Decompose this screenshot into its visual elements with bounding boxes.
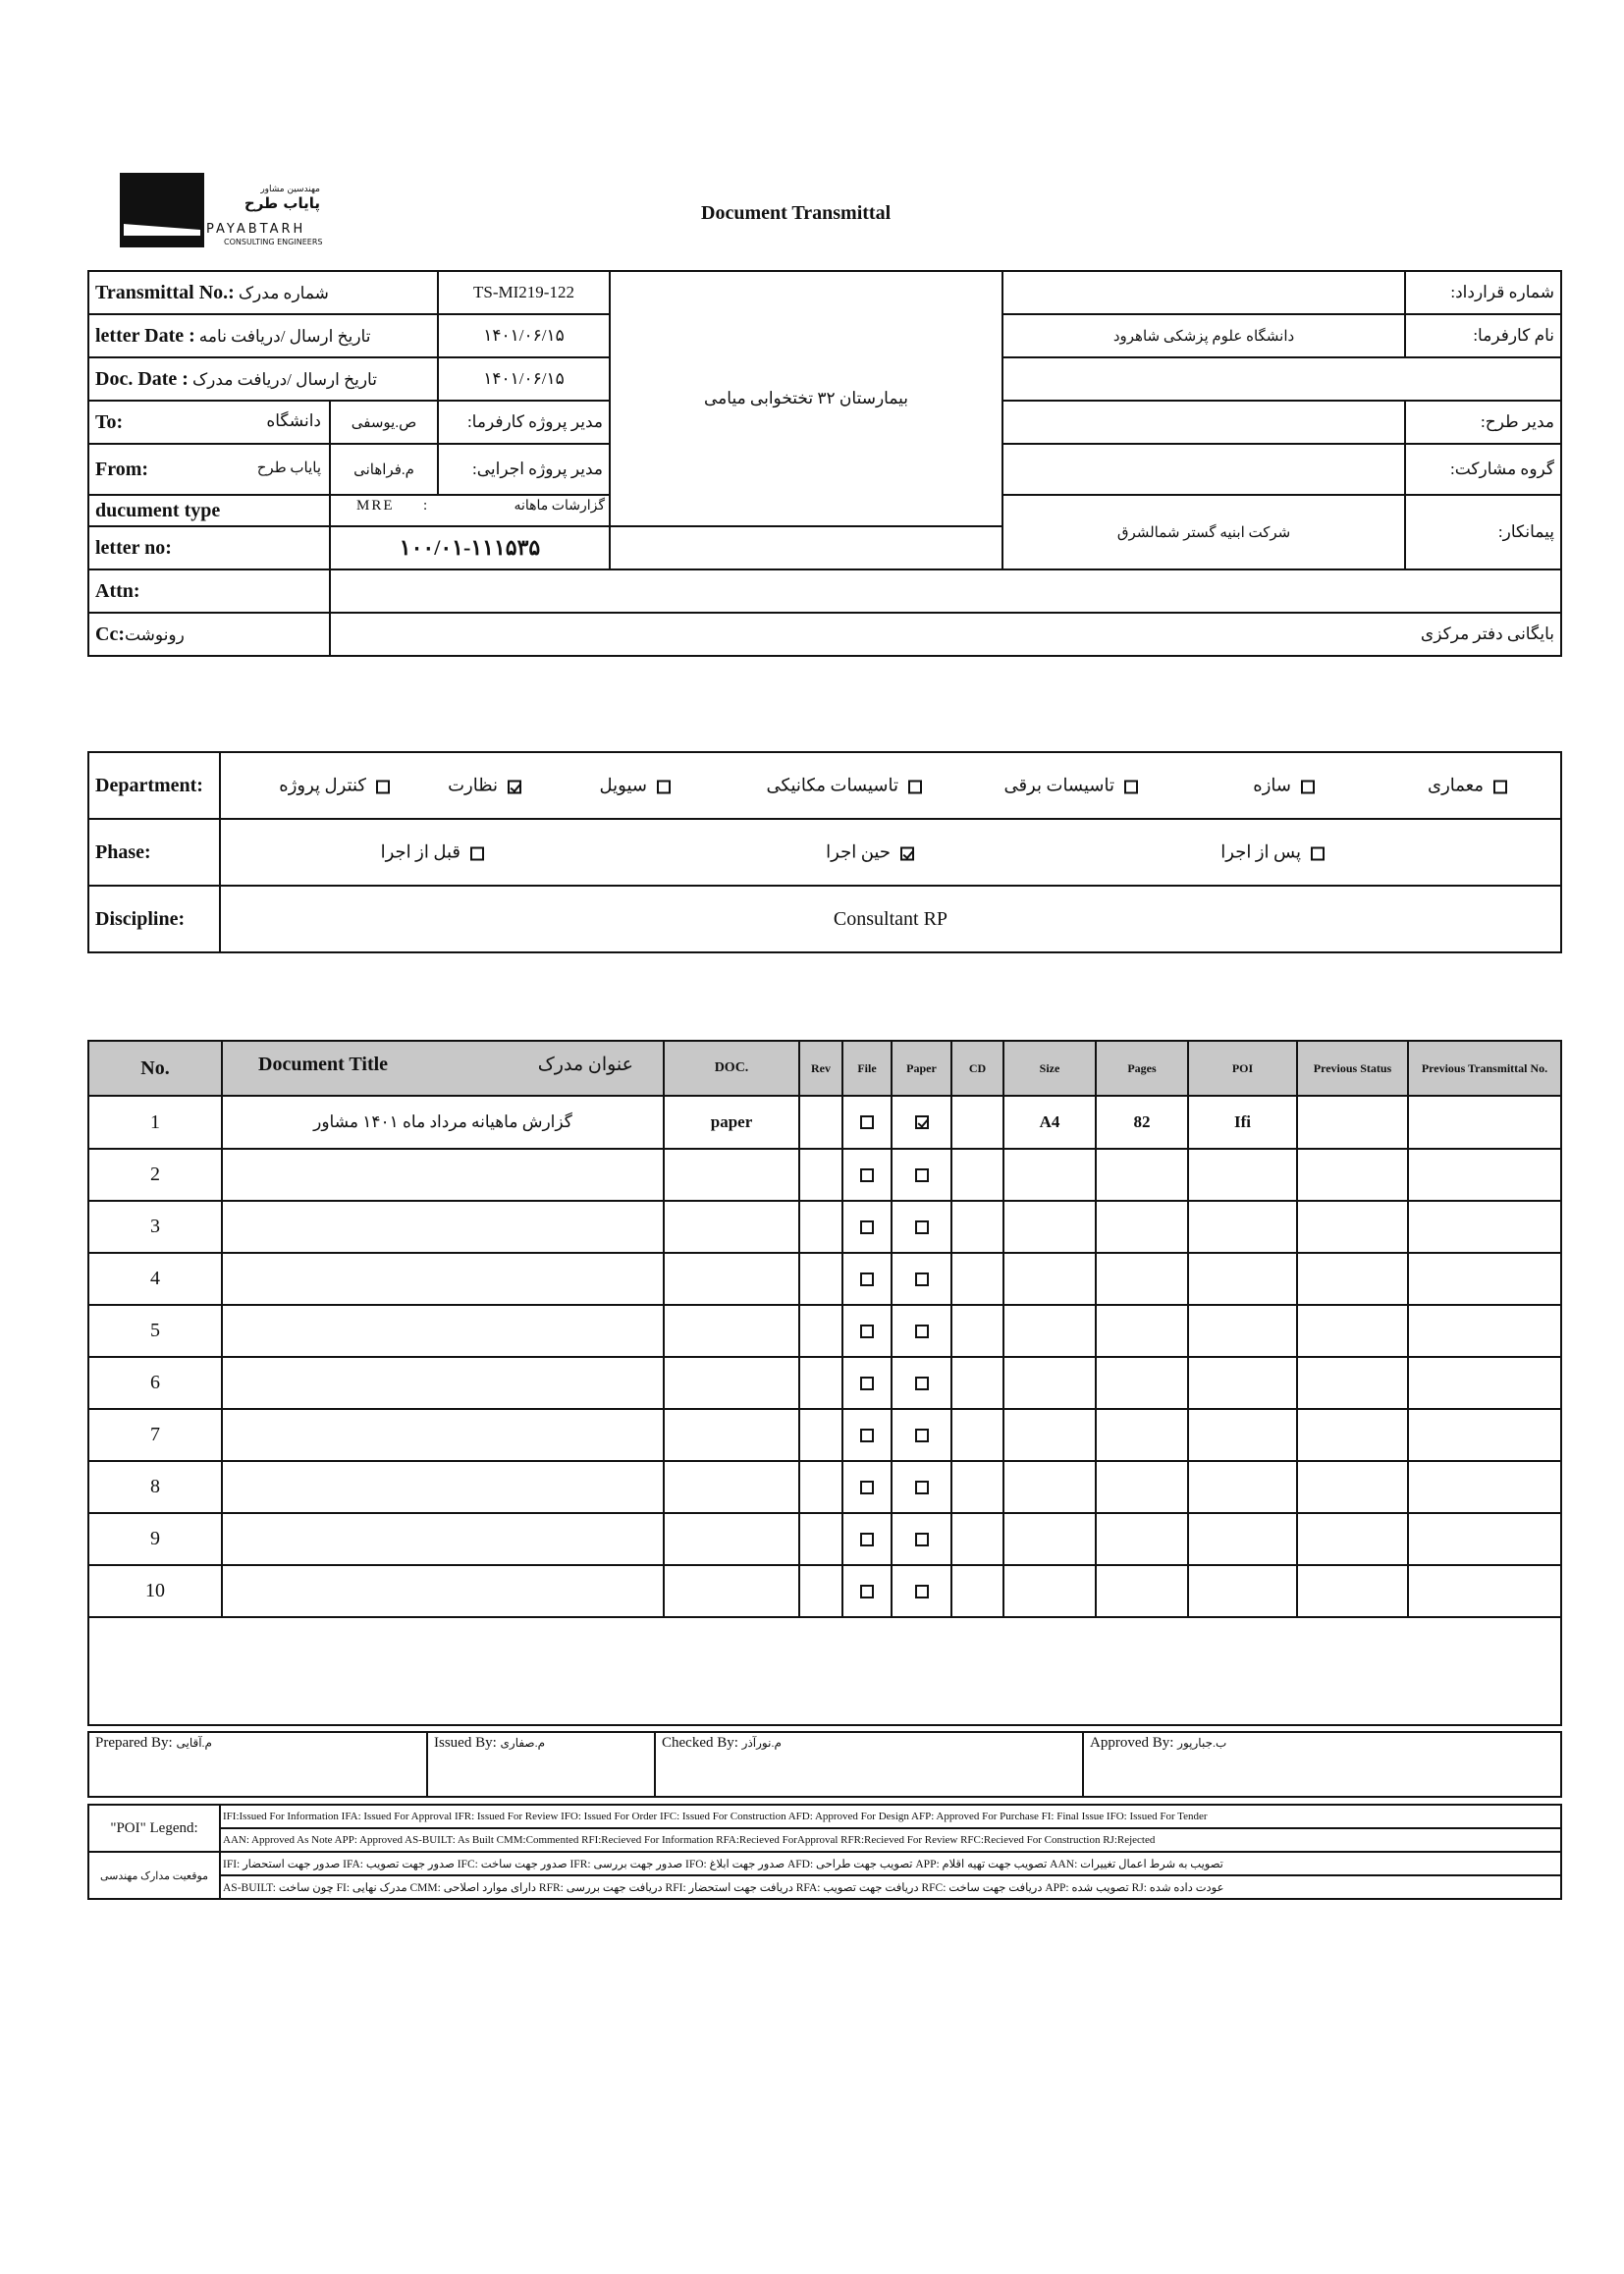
department-option[interactable] bbox=[1428, 776, 1507, 796]
row-size[interactable] bbox=[1003, 1409, 1096, 1461]
phase-options bbox=[220, 819, 1561, 886]
row-prev-status[interactable] bbox=[1297, 1565, 1408, 1617]
transmittal-cell bbox=[88, 271, 438, 314]
row-doc[interactable] bbox=[664, 1565, 799, 1617]
to-value[interactable]: دانشگاه bbox=[266, 410, 321, 430]
contract-no-value[interactable] bbox=[1002, 271, 1405, 314]
row-prev-transmittal[interactable] bbox=[1408, 1357, 1561, 1409]
department-option[interactable] bbox=[279, 776, 390, 796]
header-prev-status: Previous Status bbox=[1297, 1041, 1408, 1096]
row-doc[interactable] bbox=[664, 1513, 799, 1565]
row-file-checkbox bbox=[842, 1409, 892, 1461]
document-table bbox=[87, 1040, 1562, 1726]
contractor-label: پیمانکار: bbox=[1405, 495, 1561, 569]
logo bbox=[120, 173, 326, 249]
row-doc[interactable] bbox=[664, 1305, 799, 1357]
row-cd[interactable] bbox=[951, 1461, 1003, 1513]
header-no: No. bbox=[88, 1041, 222, 1096]
header-paper: Paper bbox=[892, 1041, 951, 1096]
doc-date-cell bbox=[88, 357, 438, 401]
row-rev[interactable] bbox=[799, 1461, 842, 1513]
paper-checkbox[interactable] bbox=[915, 1325, 929, 1338]
row-title[interactable]: گزارش ماهیانه مرداد ماه ۱۴۰۱ مشاور bbox=[222, 1096, 664, 1149]
legend-line-3: IFI: صدور جهت استحضار IFA: صدور جهت تصویب IFC: صدور جهت ساخت IFR: صدور جهت بررسی IFO: صدور جهت ابلاغ AFD: تصویب جهت طراحی APP: تصویب جهت تهیه اقلام AAN: تصویب به شرط اعمال تغییرات bbox=[220, 1852, 1561, 1875]
row-doc[interactable] bbox=[664, 1461, 799, 1513]
department-option-label: معماری bbox=[1428, 775, 1484, 795]
from-label: From: bbox=[95, 458, 149, 480]
row-title[interactable] bbox=[222, 1513, 664, 1565]
cc-label: Cc: bbox=[95, 623, 125, 645]
attn-label: Attn: bbox=[95, 579, 140, 602]
row-prev-transmittal[interactable] bbox=[1408, 1096, 1561, 1149]
table-row bbox=[88, 1305, 1561, 1357]
contract-no-label: شماره قرارداد: bbox=[1405, 271, 1561, 314]
row-rev[interactable] bbox=[799, 1357, 842, 1409]
file-checkbox[interactable] bbox=[860, 1429, 874, 1442]
department-checkbox[interactable] bbox=[1493, 780, 1507, 793]
prepared-cell[interactable] bbox=[88, 1732, 427, 1797]
logo-text-en: PAYABTARH bbox=[206, 222, 306, 237]
letterno-label-cell bbox=[88, 526, 330, 569]
phase-checkbox[interactable] bbox=[1311, 846, 1325, 860]
row-cd[interactable] bbox=[951, 1357, 1003, 1409]
letter-date-label: letter Date : bbox=[95, 324, 195, 347]
logo-mark-icon bbox=[120, 173, 204, 247]
row-prev-status[interactable] bbox=[1297, 1461, 1408, 1513]
department-checkbox[interactable] bbox=[508, 780, 521, 793]
header-poi: POI bbox=[1188, 1041, 1297, 1096]
attn-value[interactable] bbox=[330, 569, 1561, 613]
phase-checkbox[interactable] bbox=[470, 846, 484, 860]
paper-checkbox[interactable] bbox=[915, 1481, 929, 1494]
table-row bbox=[88, 1565, 1561, 1617]
department-option[interactable] bbox=[448, 776, 521, 796]
project-spacer bbox=[610, 526, 1002, 569]
row-paper-checkbox bbox=[892, 1565, 951, 1617]
legend-line-2: AAN: Approved As Note APP: Approved AS-BUILT: As Built CMM:Commented RFI:Recieved For Information RFA:Recieved ForApproval RFR:Recieved For Review RFC:Recieved For Construction RJ:Rejected bbox=[220, 1828, 1561, 1852]
row-prev-status[interactable] bbox=[1297, 1357, 1408, 1409]
row-cd[interactable] bbox=[951, 1305, 1003, 1357]
department-option[interactable] bbox=[600, 776, 671, 796]
row-doc[interactable] bbox=[664, 1201, 799, 1253]
row-file-checkbox bbox=[842, 1201, 892, 1253]
doctype-cell bbox=[330, 495, 610, 526]
paper-checkbox[interactable] bbox=[915, 1272, 929, 1286]
department-option[interactable] bbox=[1253, 776, 1315, 796]
row-prev-transmittal[interactable] bbox=[1408, 1513, 1561, 1565]
phase-option[interactable] bbox=[381, 842, 484, 863]
row-prev-status[interactable] bbox=[1297, 1253, 1408, 1305]
row-file-checkbox bbox=[842, 1461, 892, 1513]
department-options bbox=[220, 752, 1561, 819]
row-size[interactable] bbox=[1003, 1565, 1096, 1617]
letter-date-fa: تاریخ ارسال /دریافت نامه bbox=[198, 326, 371, 346]
row-no: 8 bbox=[88, 1461, 222, 1513]
row-title[interactable] bbox=[222, 1201, 664, 1253]
header-cd: CD bbox=[951, 1041, 1003, 1096]
row-no: 6 bbox=[88, 1357, 222, 1409]
row-title[interactable] bbox=[222, 1461, 664, 1513]
row-paper-checkbox bbox=[892, 1149, 951, 1201]
row-title[interactable] bbox=[222, 1305, 664, 1357]
file-checkbox[interactable] bbox=[860, 1377, 874, 1390]
transmittal-label: Transmittal No.: bbox=[95, 281, 235, 303]
approved-value: ب.جبارپور bbox=[1177, 1736, 1227, 1750]
row-paper-checkbox bbox=[892, 1513, 951, 1565]
issued-label: Issued By: bbox=[434, 1735, 497, 1751]
logo-text-fa-small: مهندسین مشاور bbox=[260, 185, 320, 194]
doc-date-fa: تاریخ ارسال /دریافت مدرک bbox=[191, 369, 377, 389]
classification-table bbox=[87, 751, 1562, 953]
from-cell bbox=[88, 444, 330, 495]
row-size[interactable] bbox=[1003, 1253, 1096, 1305]
contractor-value[interactable]: شرکت ابنیه گستر شمالشرق bbox=[1002, 495, 1405, 569]
row-prev-status[interactable] bbox=[1297, 1201, 1408, 1253]
letterno-value[interactable]: ۱۰۰/۰۱-۱۱۱۵۳۵ bbox=[330, 526, 610, 569]
row-poi[interactable] bbox=[1188, 1201, 1297, 1253]
from-role: مدیر پروژه اجرایی: bbox=[438, 444, 610, 495]
paper-checkbox[interactable] bbox=[915, 1533, 929, 1546]
phase-checkbox[interactable] bbox=[900, 846, 914, 860]
row-no: 7 bbox=[88, 1409, 222, 1461]
department-option[interactable] bbox=[767, 776, 922, 796]
row-pages[interactable] bbox=[1096, 1565, 1188, 1617]
row-pages[interactable] bbox=[1096, 1201, 1188, 1253]
header-title-fa: عنوان مدرک bbox=[537, 1055, 633, 1075]
to-cell bbox=[88, 401, 330, 444]
row-doc[interactable]: paper bbox=[664, 1096, 799, 1149]
row-file-checkbox bbox=[842, 1253, 892, 1305]
row-pages[interactable]: 82 bbox=[1096, 1096, 1188, 1149]
doctype-sep: : bbox=[423, 498, 428, 514]
row-prev-status[interactable] bbox=[1297, 1513, 1408, 1565]
table-row bbox=[88, 1149, 1561, 1201]
approved-cell[interactable] bbox=[1083, 1732, 1561, 1797]
row-paper-checkbox bbox=[892, 1357, 951, 1409]
row-no: 10 bbox=[88, 1565, 222, 1617]
row-doc[interactable] bbox=[664, 1149, 799, 1201]
table-row bbox=[88, 1461, 1561, 1513]
phase-option-label: قبل از اجرا bbox=[380, 841, 460, 862]
attn-label-cell bbox=[88, 569, 330, 613]
row-size[interactable] bbox=[1003, 1305, 1096, 1357]
header-title bbox=[222, 1041, 664, 1096]
row-rev[interactable] bbox=[799, 1513, 842, 1565]
table-row bbox=[88, 1201, 1561, 1253]
row-prev-status[interactable] bbox=[1297, 1096, 1408, 1149]
row-size[interactable] bbox=[1003, 1357, 1096, 1409]
phase-label-cell bbox=[88, 819, 220, 886]
doctype-fa: گزارشات ماهانه bbox=[514, 499, 606, 514]
row-pages[interactable] bbox=[1096, 1409, 1188, 1461]
row-size[interactable] bbox=[1003, 1513, 1096, 1565]
row-poi[interactable] bbox=[1188, 1409, 1297, 1461]
issued-value: م.صفاری bbox=[500, 1736, 546, 1750]
row-prev-status[interactable] bbox=[1297, 1409, 1408, 1461]
department-option[interactable] bbox=[1003, 776, 1138, 796]
row-poi[interactable]: Ifi bbox=[1188, 1096, 1297, 1149]
header-pages: Pages bbox=[1096, 1041, 1188, 1096]
row-file-checkbox bbox=[842, 1305, 892, 1357]
paper-checkbox[interactable] bbox=[915, 1429, 929, 1442]
checked-label: Checked By: bbox=[662, 1735, 738, 1751]
client-label: نام کارفرما: bbox=[1405, 314, 1561, 357]
row-no: 5 bbox=[88, 1305, 222, 1357]
row-no: 9 bbox=[88, 1513, 222, 1565]
row-file-checkbox bbox=[842, 1357, 892, 1409]
doc-date-label: Doc. Date : bbox=[95, 367, 189, 390]
row-cd[interactable] bbox=[951, 1201, 1003, 1253]
row-poi[interactable] bbox=[1188, 1253, 1297, 1305]
prepared-label: Prepared By: bbox=[95, 1735, 173, 1751]
table-row bbox=[88, 1357, 1561, 1409]
file-checkbox[interactable] bbox=[860, 1115, 874, 1129]
row-size[interactable] bbox=[1003, 1461, 1096, 1513]
header-file: File bbox=[842, 1041, 892, 1096]
row-prev-transmittal[interactable] bbox=[1408, 1149, 1561, 1201]
row-title[interactable] bbox=[222, 1357, 664, 1409]
row-prev-status[interactable] bbox=[1297, 1149, 1408, 1201]
row-paper-checkbox bbox=[892, 1305, 951, 1357]
header-doc: DOC. bbox=[664, 1041, 799, 1096]
row-rev[interactable] bbox=[799, 1409, 842, 1461]
prepared-value: م.آقایی bbox=[176, 1736, 212, 1750]
from-name[interactable]: م.فراهانی bbox=[330, 444, 438, 495]
notes-area[interactable] bbox=[88, 1617, 1561, 1725]
file-checkbox[interactable] bbox=[860, 1585, 874, 1598]
letterno-label: letter no: bbox=[95, 536, 172, 559]
row-file-checkbox bbox=[842, 1149, 892, 1201]
to-role: مدیر پروژه کارفرما: bbox=[438, 401, 610, 444]
row-file-checkbox bbox=[842, 1096, 892, 1149]
phase-label: Phase: bbox=[95, 840, 151, 863]
row-poi[interactable] bbox=[1188, 1513, 1297, 1565]
cc-fa: رونوشت bbox=[124, 624, 185, 644]
cc-label-cell bbox=[88, 613, 330, 656]
header-prev-transmittal: Previous Transmittal No. bbox=[1408, 1041, 1561, 1096]
row-rev[interactable] bbox=[799, 1201, 842, 1253]
letter-date-value[interactable]: ۱۴۰۱/۰۶/۱۵ bbox=[438, 314, 610, 357]
row-doc[interactable] bbox=[664, 1409, 799, 1461]
row-poi[interactable] bbox=[1188, 1565, 1297, 1617]
legend-table bbox=[87, 1804, 1562, 1900]
row-pages[interactable] bbox=[1096, 1305, 1188, 1357]
row-no: 1 bbox=[88, 1096, 222, 1149]
project-name: بیمارستان ۳۲ تختخوابی میامی bbox=[610, 271, 1002, 526]
row-rev[interactable] bbox=[799, 1305, 842, 1357]
row-cd[interactable] bbox=[951, 1149, 1003, 1201]
row-title[interactable] bbox=[222, 1149, 664, 1201]
approved-label: Approved By: bbox=[1090, 1735, 1174, 1751]
doctype-label-cell bbox=[88, 495, 330, 526]
row-paper-checkbox bbox=[892, 1201, 951, 1253]
paper-checkbox[interactable] bbox=[915, 1585, 929, 1598]
department-checkbox[interactable] bbox=[657, 780, 671, 793]
phase-option-label: پس از اجرا bbox=[1220, 841, 1301, 862]
partner-label: گروه مشارکت: bbox=[1405, 444, 1561, 495]
row-title[interactable] bbox=[222, 1253, 664, 1305]
logo-text-fa: پایاب طرح bbox=[244, 194, 320, 212]
paper-checkbox[interactable] bbox=[915, 1220, 929, 1234]
row-prev-transmittal[interactable] bbox=[1408, 1253, 1561, 1305]
file-checkbox[interactable] bbox=[860, 1272, 874, 1286]
row-doc[interactable] bbox=[664, 1253, 799, 1305]
row-poi[interactable] bbox=[1188, 1149, 1297, 1201]
row-pages[interactable] bbox=[1096, 1513, 1188, 1565]
row-no: 2 bbox=[88, 1149, 222, 1201]
row-poi[interactable] bbox=[1188, 1461, 1297, 1513]
blank-cell bbox=[1002, 357, 1561, 401]
department-label: Department: bbox=[95, 774, 203, 796]
department-option-label: نظارت bbox=[448, 775, 498, 795]
row-paper-checkbox bbox=[892, 1409, 951, 1461]
doctype-code[interactable]: MRE bbox=[356, 498, 395, 514]
row-paper-checkbox bbox=[892, 1096, 951, 1149]
row-poi[interactable] bbox=[1188, 1357, 1297, 1409]
row-pages[interactable] bbox=[1096, 1461, 1188, 1513]
paper-checkbox[interactable] bbox=[915, 1115, 929, 1129]
from-value[interactable]: پایاب طرح bbox=[256, 460, 321, 476]
row-file-checkbox bbox=[842, 1565, 892, 1617]
row-paper-checkbox bbox=[892, 1253, 951, 1305]
to-label: To: bbox=[95, 410, 124, 433]
department-option-label: سیویل bbox=[599, 775, 647, 795]
discipline-label: Discipline: bbox=[95, 907, 186, 930]
phase-option[interactable] bbox=[1220, 842, 1325, 863]
row-cd[interactable] bbox=[951, 1096, 1003, 1149]
row-title[interactable] bbox=[222, 1409, 664, 1461]
discipline-label-cell bbox=[88, 886, 220, 952]
department-checkbox[interactable] bbox=[1124, 780, 1138, 793]
legend-line-1: IFI:Issued For Information IFA: Issued For Approval IFR: Issued For Review IFO: Issued For Order IFC: Issued For Construction AFD: Approved For Design AFP: Approved For Purchase FI: Final Issue IFO: Issued For Tender bbox=[220, 1805, 1561, 1828]
file-checkbox[interactable] bbox=[860, 1481, 874, 1494]
cc-value[interactable]: بایگانی دفتر مرکزی bbox=[330, 613, 1561, 656]
page-title: Document Transmittal bbox=[701, 202, 892, 224]
header-size: Size bbox=[1003, 1041, 1096, 1096]
row-rev[interactable] bbox=[799, 1149, 842, 1201]
partner-value[interactable] bbox=[1002, 444, 1405, 495]
department-checkbox[interactable] bbox=[1301, 780, 1315, 793]
row-pages[interactable] bbox=[1096, 1253, 1188, 1305]
info-table bbox=[87, 270, 1562, 657]
row-rev[interactable] bbox=[799, 1253, 842, 1305]
row-size[interactable]: A4 bbox=[1003, 1096, 1096, 1149]
row-rev[interactable] bbox=[799, 1565, 842, 1617]
table-row bbox=[88, 1096, 1561, 1149]
signature-table bbox=[87, 1731, 1562, 1798]
department-option-label: کنترل پروژه bbox=[279, 775, 366, 795]
row-cd[interactable] bbox=[951, 1253, 1003, 1305]
designer-label: مدیر طرح: bbox=[1405, 401, 1561, 444]
row-prev-transmittal[interactable] bbox=[1408, 1201, 1561, 1253]
status-legend-label: موقعیت مدارک مهندسی bbox=[88, 1852, 220, 1899]
row-no: 4 bbox=[88, 1253, 222, 1305]
department-label-cell bbox=[88, 752, 220, 819]
row-size[interactable] bbox=[1003, 1149, 1096, 1201]
row-cd[interactable] bbox=[951, 1409, 1003, 1461]
row-prev-transmittal[interactable] bbox=[1408, 1305, 1561, 1357]
department-checkbox[interactable] bbox=[908, 780, 922, 793]
department-option-label: تاسیسات مکانیکی bbox=[766, 775, 898, 795]
checked-value: م.نورآذر bbox=[741, 1736, 782, 1750]
row-cd[interactable] bbox=[951, 1513, 1003, 1565]
legend-line-4: AS-BUILT: چون ساخت FI: مدرک نهایی CMM: دارای موارد اصلاحی RFR: دریافت جهت بررسی RFI: دریافت جهت استحضار RFA: دریافت جهت تصویب RFC: دریافت جهت ساخت APP: تصویب شده RJ: عودت داده شده bbox=[220, 1875, 1561, 1899]
row-doc[interactable] bbox=[664, 1357, 799, 1409]
table-row bbox=[88, 1513, 1561, 1565]
table-row bbox=[88, 1409, 1561, 1461]
header-rev: Rev bbox=[799, 1041, 842, 1096]
paper-checkbox[interactable] bbox=[915, 1168, 929, 1182]
logo-text-en-sub: CONSULTING ENGINEERS bbox=[224, 238, 323, 246]
issued-cell[interactable] bbox=[427, 1732, 655, 1797]
discipline-value[interactable]: Consultant RP bbox=[220, 886, 1561, 952]
row-prev-transmittal[interactable] bbox=[1408, 1565, 1561, 1617]
paper-checkbox[interactable] bbox=[915, 1377, 929, 1390]
row-pages[interactable] bbox=[1096, 1357, 1188, 1409]
row-poi[interactable] bbox=[1188, 1305, 1297, 1357]
file-checkbox[interactable] bbox=[860, 1168, 874, 1182]
checked-cell[interactable] bbox=[655, 1732, 1083, 1797]
row-size[interactable] bbox=[1003, 1201, 1096, 1253]
phase-option-label: حین اجرا bbox=[826, 841, 891, 862]
client-value[interactable]: دانشگاه علوم پزشکی شاهرود bbox=[1002, 314, 1405, 357]
department-option-label: سازه bbox=[1253, 775, 1291, 795]
file-checkbox[interactable] bbox=[860, 1220, 874, 1234]
doc-date-value[interactable]: ۱۴۰۱/۰۶/۱۵ bbox=[438, 357, 610, 401]
header-title-en: Document Title bbox=[258, 1054, 389, 1075]
row-title[interactable] bbox=[222, 1565, 664, 1617]
transmittal-value[interactable]: TS-MI219-122 bbox=[438, 271, 610, 314]
department-option-label: تاسیسات برقی bbox=[1003, 775, 1114, 795]
department-checkbox[interactable] bbox=[376, 780, 390, 793]
row-rev[interactable] bbox=[799, 1096, 842, 1149]
file-checkbox[interactable] bbox=[860, 1325, 874, 1338]
to-name[interactable]: ص.یوسفی bbox=[330, 401, 438, 444]
row-pages[interactable] bbox=[1096, 1149, 1188, 1201]
row-paper-checkbox bbox=[892, 1461, 951, 1513]
letter-date-cell bbox=[88, 314, 438, 357]
table-row bbox=[88, 1253, 1561, 1305]
transmittal-fa: شماره مدرک bbox=[238, 283, 329, 302]
row-file-checkbox bbox=[842, 1513, 892, 1565]
designer-value[interactable] bbox=[1002, 401, 1405, 444]
file-checkbox[interactable] bbox=[860, 1533, 874, 1546]
phase-option[interactable] bbox=[826, 842, 914, 863]
row-prev-transmittal[interactable] bbox=[1408, 1461, 1561, 1513]
poi-legend-label: "POI" Legend: bbox=[88, 1805, 220, 1852]
row-prev-status[interactable] bbox=[1297, 1305, 1408, 1357]
row-no: 3 bbox=[88, 1201, 222, 1253]
row-prev-transmittal[interactable] bbox=[1408, 1409, 1561, 1461]
doctype-label: ducument type bbox=[95, 499, 221, 521]
row-cd[interactable] bbox=[951, 1565, 1003, 1617]
